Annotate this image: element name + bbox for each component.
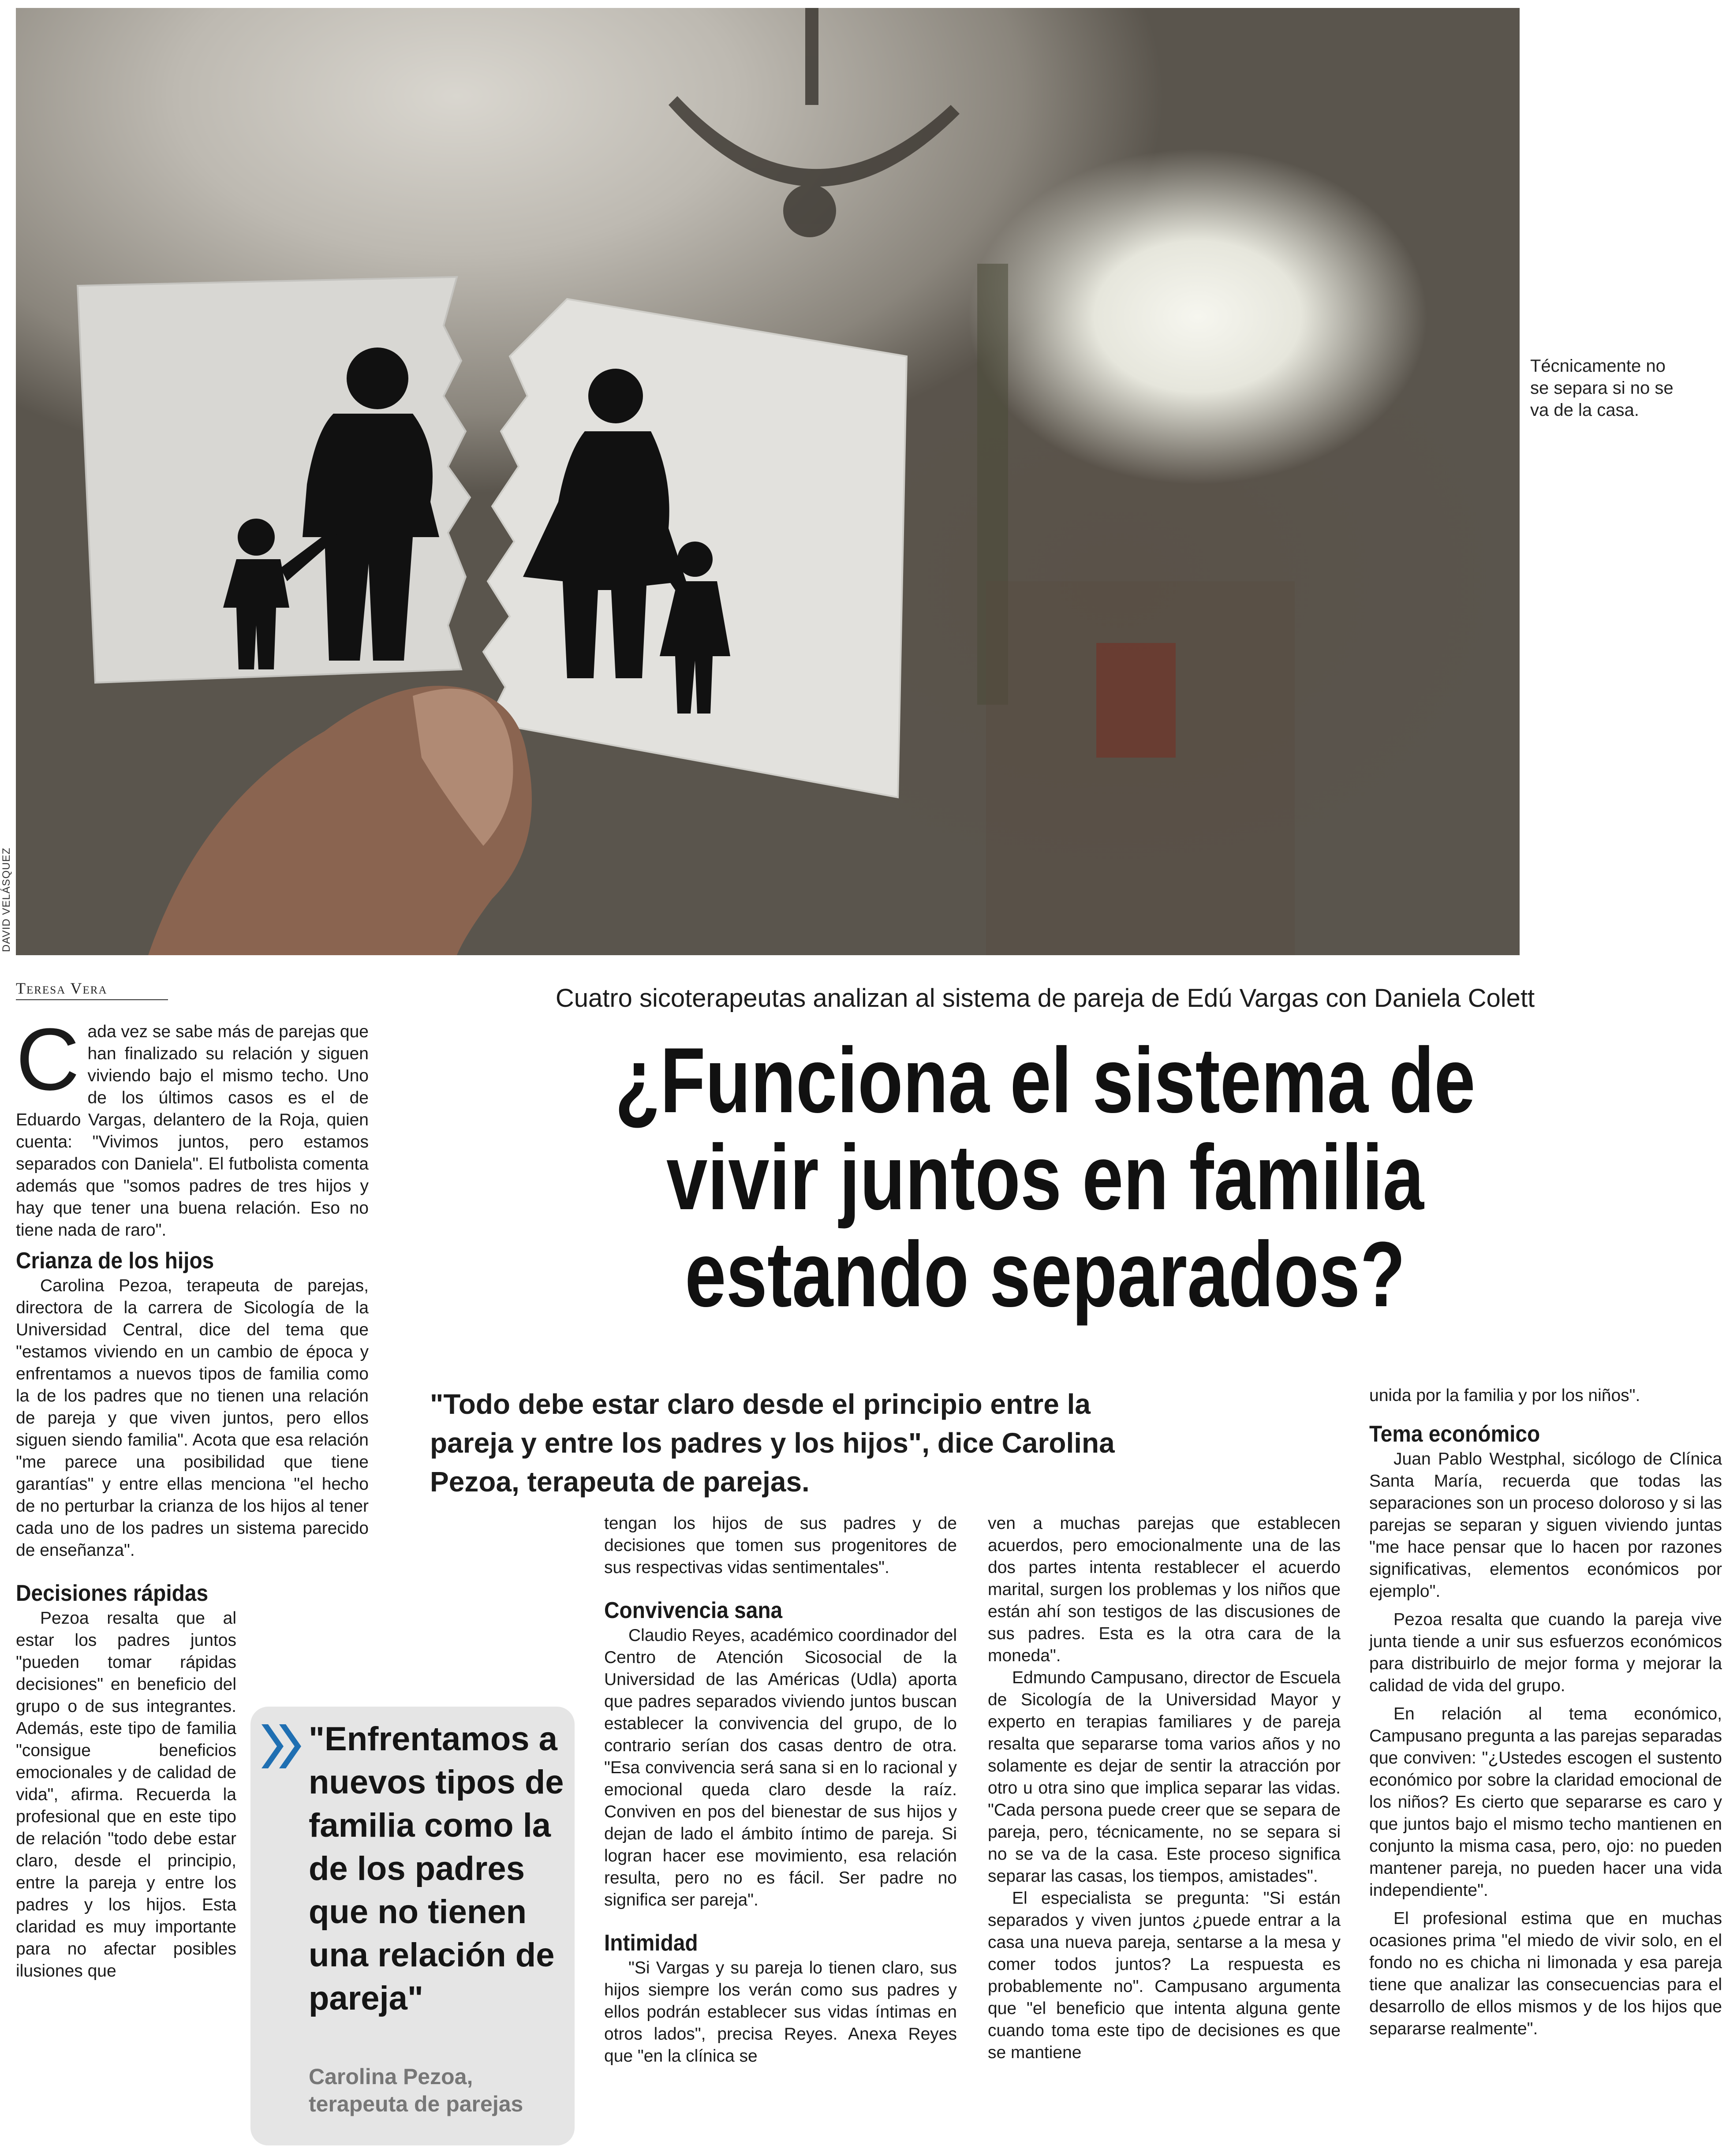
subheading: Tema económico [1369, 1421, 1540, 1447]
paragraph: Juan Pablo Westphal, sicólogo de Clínica Santa María, recuerda que todas las separaciones son un proceso doloroso y si las parejas se separan y siguen viviendo juntas "me hace pensar que lo hacen por razones significativas, elementos económicos por ejemplo". [1369, 1450, 1722, 1601]
paragraph: Edmundo Campusano, director de Escuela de Sicología de la Universidad Mayor y experto en terapias familiares y de pareja resalta que separarse toma varios años y no solamente es dejar de sentir la atracción por otro u otra sino que implica separar las vidas. "Cada persona puede creer que se separa de pareja, pero, técnicamente, no se separa si no se va de la casa. Este proceso significa separar las casas, los tiempos, amistades". [988, 1668, 1341, 1886]
paper-right [483, 299, 907, 797]
paragraph: Pezoa resalta que al estar los padres juntos "pueden tomar rápidas decisiones" en beneficio del grupo o de sus integrantes. Además, este tipo de familia "consigue beneficios emocionales y de calidad de vida", afirma. Recuerda la profesional que en este tipo de relación "todo debe estar claro, desde el principio, entre la pareja y entre los padres y los hijos. Esta claridad es muy importante para no afectar posibles ilusiones que [16, 1609, 236, 1980]
paragraph: Claudio Reyes, académico coordinador del Centro de Atención Sicosocial de la Universidad de las Américas (Udla) aporta que padres separados viviendo juntos buscan establecer la convivencia del grupo, de lo contrario serían dos casas dentro de otra. "Esa convivencia será sana si en lo racional y emocional queda claro desde la raíz. Conviven en pos del bienestar de sus hijos y dejan de lado el ámbito íntimo de pareja. Si logran hacer ese movimiento, esa relación resulta, pero no es fácil. Ser padre no significa ser pareja". [604, 1626, 957, 1909]
pull-quote-text: "Enfrentamos a nuevos tipos de familia como la de los padres que no tienen una relación de pareja" [309, 1720, 564, 2017]
lead-quote: "Todo debe estar claro desde el principio entre la pareja y entre los padres y los hijos", dice Carolina Pezoa, terapeuta de parejas. [430, 1388, 1115, 1498]
paragraph: "Si Vargas y su pareja lo tienen claro, sus hijos siempre los verán como sus padres y ellos podrán establecer sus vidas íntimas en otros lados", precisa Reyes. Anexa Reyes que "en la clínica se [604, 1958, 957, 2066]
column-2 [604, 1513, 957, 2067]
subheading: Crianza de los hijos [16, 1248, 214, 1274]
paragraph: El profesional estima que en muchas ocasiones prima "el miedo de vivir solo, en el fondo no es chicha ni limonada y esa pareja tiene que analizar las consecuencias para el desarrollo de ellos mismos y de los hijos que separarse realmente". [1369, 1909, 1722, 2038]
pull-quote-author: Carolina Pezoa, terapeuta de parejas [309, 2064, 523, 2116]
photo-illustration [16, 8, 1520, 955]
subheading: Convivencia sana [604, 1598, 783, 1623]
paper-left [78, 277, 470, 683]
paragraph: tengan los hijos de sus padres y de decisiones que tomen sus progenitores de sus respectivas vidas sentimentales". [604, 1514, 957, 1577]
subheading: Intimidad [604, 1930, 698, 1956]
paragraph: En relación al tema económico, Campusano pregunta a las parejas separadas que conviven: "¿Ustedes escogen el sustento económico por sobre la claridad emocional de los niños? Es cierto que separarse es caro y que juntos bajo el mismo techo mantienen en conjunto la misma casa, pero, ojo: no pueden mantener pareja, no pueden hacer una vida independiente". [1369, 1704, 1722, 1900]
ceiling-lamp [669, 8, 960, 237]
byline-rule [16, 999, 168, 1000]
column-4 [1369, 1385, 1722, 2040]
headline: ¿Funciona el sistema de vivir juntos en familia estando separados? [615, 1028, 1476, 1326]
column-3 [988, 1513, 1341, 2064]
paragraph: Cada vez se sabe más de parejas que han finalizado su relación y siguen viviendo bajo el mismo techo. Uno de los últimos casos es el de Eduardo Vargas, delantero de la Roja, quien cuenta: "Vivimos juntos, pero estamos separados con Daniela". El futbolista comenta además que "somos padres de tres hijos y hay que tener una buena relación. Eso no tiene nada de raro". [16, 1010, 369, 1240]
photo-credit: DAVID VELÁSQUEZ [0, 847, 12, 952]
paragraph: El especialista se pregunta: "Si están separados y viven juntos ¿puede entrar a la casa una nueva pareja, sentarse a la mesa y comer todos juntos? La respuesta es probablemente no". Campusano argumenta que "el beneficio que intenta alguna gente cuando toma este tipo de decisiones es que se mantiene [988, 1889, 1341, 2062]
byline: Teresa Vera [16, 979, 108, 997]
hand [148, 686, 532, 955]
paragraph: ven a muchas parejas que establecen acuerdos, pero emocionalmente una de las dos partes intenta restablecer el acuerdo marital, surgen los problemas y los niños que están ahí son testigos de las discusiones de sus padres. Esta es la otra cara de la moneda". [988, 1514, 1341, 1665]
photo-caption: Técnicamente no se separa si no se va de la casa. [1530, 356, 1674, 420]
article-photo [16, 8, 1520, 955]
paragraph: Carolina Pezoa, terapeuta de parejas, directora de la carrera de Sicología de la Universidad Central, dice del tema que "estamos viviendo en un cambio de época y enfrentamos a nuevos tipos de familia como la de los padres que no tienen una relación de pareja y que viven juntos, pero ellos siguen siendo familia". Acota que esa relación "me parece una posibilidad que tiene garantías" y entre ellas menciona "el hecho de no perturbar la crianza de los hijos al tener cada uno de los padres un sistema parecido de enseñanza". [16, 1276, 369, 1560]
kicker: Cuatro sicoterapeutas analizan al sistema de pareja de Edú Vargas con Daniela Colett [555, 984, 1535, 1013]
paragraph: unida por la familia y por los niños". [1369, 1386, 1640, 1405]
chevron-quote-icon [259, 1722, 303, 1771]
drop-cap: C [16, 1010, 80, 1109]
subheading: Decisiones rápidas [16, 1581, 209, 1606]
paragraph: Pezoa resalta que cuando la pareja vive junta tiende a unir sus esfuerzos económicos para distribuirlo de mejor forma y mejorar la calidad de vida del grupo. [1369, 1610, 1722, 1695]
